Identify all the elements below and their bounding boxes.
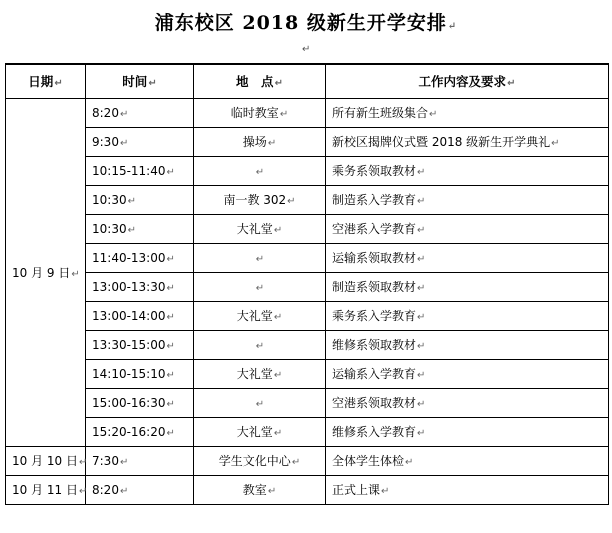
time-cell: 10:15-11:40↵: [86, 156, 194, 185]
table-row: [6, 272, 609, 301]
time-cell: 13:00-14:00↵: [86, 301, 194, 330]
place-cell: 南一教 302↵: [194, 185, 326, 214]
paragraph-mark: ↵: [447, 21, 458, 32]
task-cell: 维修系领取教材↵: [326, 330, 609, 359]
task-cell: 空港系入学教育↵: [326, 214, 609, 243]
place-cell: 学生文化中心↵: [194, 446, 326, 475]
table-row: [6, 243, 609, 272]
task-cell: 运输系入学教育↵: [326, 359, 609, 388]
table-row: [6, 185, 609, 214]
time-cell: 14:10-15:10↵: [86, 359, 194, 388]
place-cell: 大礼堂↵: [194, 214, 326, 243]
task-cell: 空港系领取教材↵: [326, 388, 609, 417]
table-row: [6, 127, 609, 156]
task-cell: 制造系入学教育↵: [326, 185, 609, 214]
time-cell: 15:00-16:30↵: [86, 388, 194, 417]
task-cell: 乘务系入学教育↵: [326, 301, 609, 330]
place-cell: ↵: [194, 388, 326, 417]
table-row: [6, 301, 609, 330]
time-cell: 10:30↵: [86, 185, 194, 214]
time-cell: 8:20↵: [86, 98, 194, 127]
time-cell: 13:30-15:00↵: [86, 330, 194, 359]
place-cell: 教室↵: [194, 475, 326, 504]
time-cell: 13:00-13:30↵: [86, 272, 194, 301]
place-cell: ↵: [194, 243, 326, 272]
task-cell: 新校区揭牌仪式暨 2018 级新生开学典礼↵: [326, 127, 609, 156]
title-text: 浦东校区 2018 级新生开学安排: [154, 12, 447, 34]
task-cell: 运输系领取教材↵: [326, 243, 609, 272]
time-cell: 15:20-16:20↵: [86, 417, 194, 446]
place-cell: 大礼堂↵: [194, 301, 326, 330]
table-row: [6, 417, 609, 446]
date-cell: 10 月 10 日↵: [6, 446, 86, 475]
time-cell: 9:30↵: [86, 127, 194, 156]
header-place: 地 点↵: [194, 64, 326, 98]
place-cell: ↵: [194, 330, 326, 359]
table-row: [6, 214, 609, 243]
header-time: 时间↵: [86, 64, 194, 98]
table-row: [6, 446, 609, 475]
table-row: [6, 359, 609, 388]
task-cell: 维修系入学教育↵: [326, 417, 609, 446]
header-row: [6, 64, 609, 98]
table-row: [6, 156, 609, 185]
time-cell: 8:20↵: [86, 475, 194, 504]
time-cell: 11:40-13:00↵: [86, 243, 194, 272]
place-cell: 操场↵: [194, 127, 326, 156]
task-cell: 正式上课↵: [326, 475, 609, 504]
header-date: 日期↵: [6, 64, 86, 98]
place-cell: 临时教室↵: [194, 98, 326, 127]
paragraph-mark: ↵: [302, 44, 311, 55]
place-cell: ↵: [194, 272, 326, 301]
schedule-table: [5, 63, 609, 505]
place-cell: 大礼堂↵: [194, 359, 326, 388]
schedule-body: [6, 98, 609, 504]
time-cell: 7:30↵: [86, 446, 194, 475]
task-cell: 全体学生体检↵: [326, 446, 609, 475]
document-title: [0, 8, 612, 35]
table-row: [6, 330, 609, 359]
time-cell: 10:30↵: [86, 214, 194, 243]
place-cell: ↵: [194, 156, 326, 185]
task-cell: 所有新生班级集合↵: [326, 98, 609, 127]
table-row: [6, 388, 609, 417]
table-row: [6, 475, 609, 504]
date-cell: 10 月 11 日↵: [6, 475, 86, 504]
table-row: [6, 98, 609, 127]
date-cell: 10 月 9 日↵: [6, 98, 86, 446]
task-cell: 制造系领取教材↵: [326, 272, 609, 301]
header-task: 工作内容及要求↵: [326, 64, 609, 98]
task-cell: 乘务系领取教材↵: [326, 156, 609, 185]
place-cell: 大礼堂↵: [194, 417, 326, 446]
